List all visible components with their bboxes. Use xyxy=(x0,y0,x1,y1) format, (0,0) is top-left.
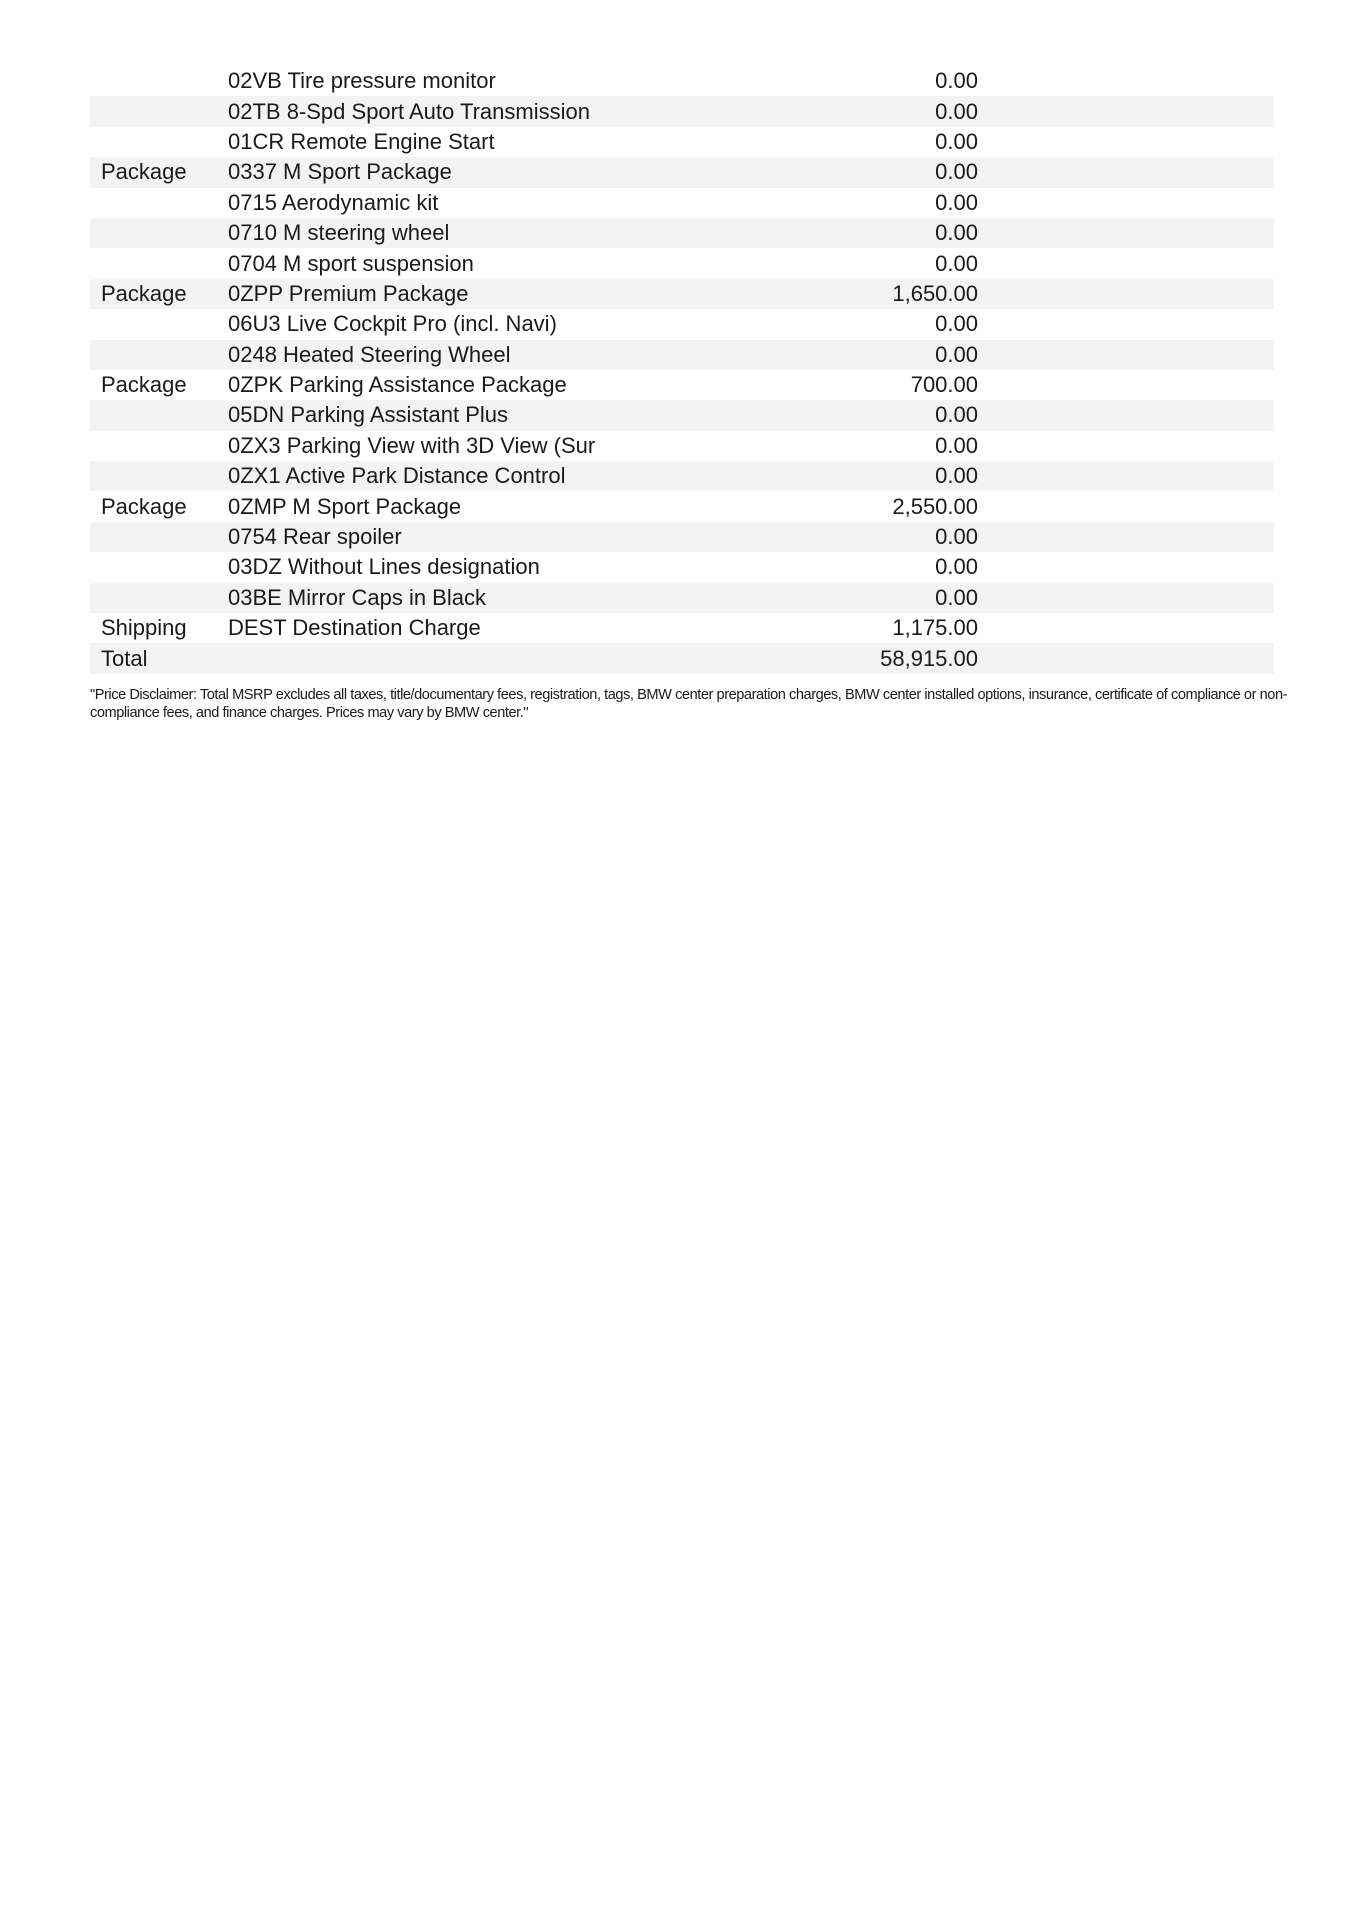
table-row xyxy=(90,613,1274,643)
row-description: 0248 Heated Steering Wheel xyxy=(228,341,511,367)
row-description: 03DZ Without Lines designation xyxy=(228,554,540,580)
table-row xyxy=(90,340,1274,370)
row-description: 0ZPP Premium Package xyxy=(228,280,469,306)
row-price: 0.00 xyxy=(935,402,978,428)
row-category: Package xyxy=(101,493,187,519)
row-category: Package xyxy=(101,372,187,398)
row-description: 0ZX1 Active Park Distance Control xyxy=(228,463,566,489)
row-description: 0ZPK Parking Assistance Package xyxy=(228,372,567,398)
row-price: 0.00 xyxy=(935,524,978,550)
price-table-body xyxy=(90,66,1274,674)
table-row xyxy=(90,157,1274,187)
table-row xyxy=(90,248,1274,278)
table-row xyxy=(90,66,1274,96)
table-row xyxy=(90,552,1274,582)
row-price: 0.00 xyxy=(935,432,978,458)
table-row xyxy=(90,96,1274,126)
row-category xyxy=(90,400,228,430)
row-price: 0.00 xyxy=(935,311,978,337)
row-category xyxy=(90,66,228,96)
row-category xyxy=(90,522,228,552)
total-label: Total xyxy=(101,645,148,671)
row-description: 0ZMP M Sport Package xyxy=(228,493,462,519)
row-price: 0.00 xyxy=(935,98,978,124)
row-category xyxy=(90,552,228,582)
row-price: 2,550.00 xyxy=(892,493,978,519)
row-price: 700.00 xyxy=(910,372,978,398)
total-row xyxy=(90,643,1274,673)
row-category xyxy=(90,188,228,218)
row-category xyxy=(90,218,228,248)
table-row xyxy=(90,127,1274,157)
row-description: 0754 Rear spoiler xyxy=(228,524,402,550)
row-category xyxy=(90,340,228,370)
row-category xyxy=(90,583,228,613)
row-price: 0.00 xyxy=(935,250,978,276)
table-row xyxy=(90,522,1274,552)
row-category: Shipping xyxy=(101,615,187,641)
row-description: 0337 M Sport Package xyxy=(228,159,452,185)
row-description: 0715 Aerodynamic kit xyxy=(228,189,439,215)
table-row xyxy=(90,491,1274,521)
row-description: 0704 M sport suspension xyxy=(228,250,474,276)
row-description: 0710 M steering wheel xyxy=(228,220,450,246)
row-description: 02TB 8-Spd Sport Auto Transmission xyxy=(228,98,590,124)
row-description: 0ZX3 Parking View with 3D View (Sur xyxy=(228,432,596,458)
table-row xyxy=(90,400,1274,430)
price-disclaimer: "Price Disclaimer: Total MSRP excludes all taxes, title/documentary fees, registration, tags, BMW center preparation charges, BMW center installed options, insurance, certificate of compliance or non-compliance fees, and finance charges. Prices may vary by BMW center." xyxy=(90,687,1288,721)
total-price: 58,915.00 xyxy=(880,645,978,671)
row-description: 05DN Parking Assistant Plus xyxy=(228,402,509,428)
row-price: 0.00 xyxy=(935,68,978,94)
row-description: 03BE Mirror Caps in Black xyxy=(228,584,486,610)
row-price: 0.00 xyxy=(935,220,978,246)
row-category xyxy=(90,127,228,157)
table-row xyxy=(90,431,1274,461)
row-price: 1,175.00 xyxy=(892,615,978,641)
table-row xyxy=(90,279,1274,309)
table-row xyxy=(90,461,1274,491)
table-row xyxy=(90,370,1274,400)
row-description: DEST Destination Charge xyxy=(228,615,481,641)
row-description: 01CR Remote Engine Start xyxy=(228,128,495,154)
row-category: Package xyxy=(101,280,187,306)
row-price: 0.00 xyxy=(935,159,978,185)
row-price: 0.00 xyxy=(935,189,978,215)
row-price: 1,650.00 xyxy=(892,280,978,306)
table-row xyxy=(90,188,1274,218)
row-category xyxy=(90,431,228,461)
table-row xyxy=(90,218,1274,248)
table-row xyxy=(90,583,1274,613)
row-price: 0.00 xyxy=(935,128,978,154)
row-description xyxy=(228,643,828,673)
row-category xyxy=(90,461,228,491)
table-row xyxy=(90,309,1274,339)
row-price: 0.00 xyxy=(935,341,978,367)
row-category xyxy=(90,248,228,278)
row-category xyxy=(90,96,228,126)
row-price: 0.00 xyxy=(935,463,978,489)
row-category: Package xyxy=(101,159,187,185)
price-table xyxy=(90,66,1274,674)
row-description: 06U3 Live Cockpit Pro (incl. Navi) xyxy=(228,311,557,337)
row-price: 0.00 xyxy=(935,554,978,580)
row-price: 0.00 xyxy=(935,584,978,610)
row-description: 02VB Tire pressure monitor xyxy=(228,68,496,94)
row-category xyxy=(90,309,228,339)
